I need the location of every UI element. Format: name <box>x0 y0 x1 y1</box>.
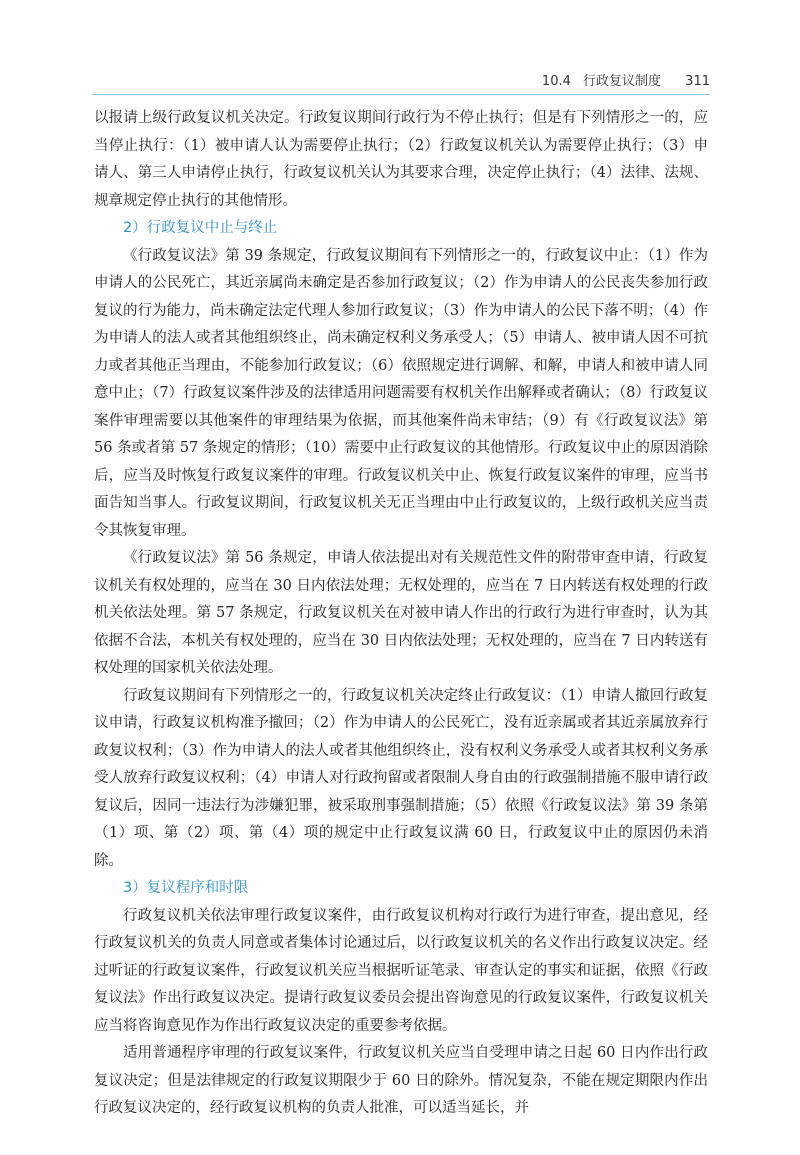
header-divider <box>92 94 710 95</box>
paragraph-suspension: 《行政复议法》第 39 条规定，行政复议期间有下列情形之一的，行政复议中止：（1）作为申请人的公民死亡，其近亲属尚未确定是否参加行政复议；（2）作为申请人的公民丧失参加行政复议的行为能力，尚未确定法定代理人参加行政复议；（3）作为申请人的公民下落不明；（4）作为申请人的法人或者其他组织终止，尚未确定权利义务承受人；（5）申请人、被申请人因不可抗力或者其他正当理由，不能参加行政复议；（6）依照规定进行调解、和解，申请人和被申请人同意中止；（7）行政复议案件涉及的法律适用问题需要有权机关作出解释或者确认；（8）行政复议案件审理需要以其他案件的审理结果为依据，而其他案件尚未审结；（9）有《行政复议法》第 56 条或者第 57 条规定的情形；（10）需要中止行政复议的其他情形。行政复议中止的原因消除后，应当及时恢复行政复议案件的审理。行政复议机关中止、恢复行政复议案件的审理，应当书面告知当事人。行政复议期间，行政复议机关无正当理由中止行政复议的，上级行政机关应当责令其恢复审理。 <box>94 247 708 539</box>
paragraph-time-limit: 适用普通程序审理的行政复议案件，行政复议机关应当自受理申请之日起 60 日内作出行政复议决定；但是法律规定的行政复议期限少于 60 日的除外。情况复杂，不能在规定期限内作出行政复议决定的，经行政复议机构的负责人批准，可以适当延长，并 <box>94 1045 708 1116</box>
header-section-number: 10.4 <box>541 74 571 89</box>
paragraph-termination: 行政复议期间有下列情形之一的，行政复议机关决定终止行政复议：（1）申请人撤回行政复议申请，行政复议机构准予撤回；（2）作为申请人的公民死亡，没有近亲属或者其近亲属放弃行政复议权利；（3）作为申请人的法人或者其他组织终止，没有权利义务承受人或者其权利义务承受人放弃行政复议权利；（4）申请人对行政拘留或者限制人身自由的行政强制措施不服申请行政复议后，因同一违法行为涉嫌犯罪，被采取刑事强制措施；（5）依照《行政复议法》第 39 条第（1）项、第（2）项、第（4）项的规定中止行政复议满 60 日，行政复议中止的原因仍未消除。 <box>94 687 708 869</box>
body-text <box>94 105 708 1123</box>
page-number: 311 <box>685 74 710 89</box>
subheading-procedure-time-limit: 3）复议程序和时限 <box>123 880 249 896</box>
subheading-suspension-termination: 2）行政复议中止与终止 <box>123 220 278 236</box>
paragraph-article-56-57: 《行政复议法》第 56 条规定，申请人依法提出对有关规范性文件的附带审查申请，行政复议机关有权处理的，应当在 30 日内依法处理；无权处理的，应当在 7 日内转送有权处理的行政机关依法处理。第 57 条规定，行政复议机关在对被申请人作出的行政行为进行审查时，认为其依据不合法，本机关有权处理的，应当在 30 日内依法处理；无权处理的，应当在 7 日内转送有权处理的国家机关依法处理。 <box>94 550 708 676</box>
running-header <box>92 70 710 96</box>
paragraph-continued: 以报请上级行政复议机关决定。行政复议期间行政行为不停止执行；但是有下列情形之一的，应当停止执行：（1）被申请人认为需要停止执行；（2）行政复议机关认为需要停止执行；（3）申请人、第三人申请停止执行，行政复议机关认为其要求合理，决定停止执行；（4）法律、法规、规章规定停止执行的其他情形。 <box>94 110 708 209</box>
header-text <box>534 70 710 89</box>
paragraph-procedure: 行政复议机关依法审理行政复议案件，由行政复议机构对行政行为进行审查，提出意见，经行政复议机关的负责人同意或者集体讨论通过后，以行政复议机关的名义作出行政复议决定。经过听证的行政复议案件，行政复议机关应当根据听证笔录、审查认定的事实和证据，依照《行政复议法》作出行政复议决定。提请行政复议委员会提出咨询意见的行政复议案件，行政复议机关应当将咨询意见作为作出行政复议决定的重要参考依据。 <box>94 907 708 1034</box>
header-section-title: 行政复议制度 <box>583 74 662 89</box>
